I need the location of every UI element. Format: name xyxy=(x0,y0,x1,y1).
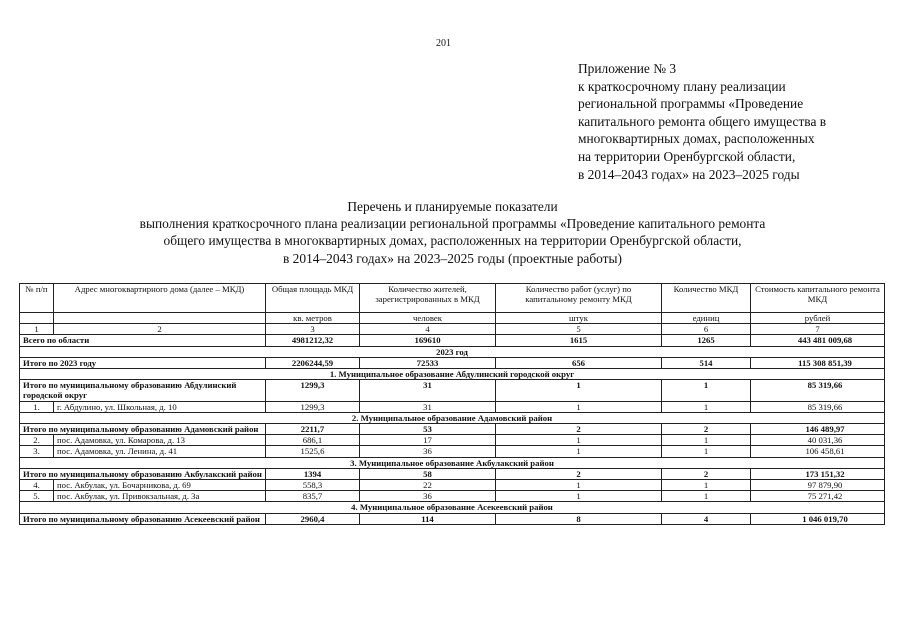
subtotal-works: 1 xyxy=(496,380,662,401)
col-number: 3 xyxy=(266,324,360,335)
row-mkd: 1 xyxy=(662,435,751,446)
subtotal-cost: 85 319,66 xyxy=(751,380,885,401)
header-works: Количество работ (услуг) по капитальному ремонту МКД xyxy=(496,284,662,313)
subtotal-mkd: 2 xyxy=(662,424,751,435)
column-number-row xyxy=(20,324,885,335)
total-year-residents: 72533 xyxy=(360,357,496,368)
col-number: 6 xyxy=(662,324,751,335)
subtotal-mkd: 1 xyxy=(662,380,751,401)
units-row xyxy=(20,313,885,324)
row-cost: 97 879,90 xyxy=(751,480,885,491)
units-empty xyxy=(54,313,266,324)
header-num: № п/п xyxy=(20,284,54,313)
section-heading-row xyxy=(20,457,885,468)
header-area: Общая площадь МКД xyxy=(266,284,360,313)
table-row xyxy=(20,401,885,412)
appendix-line: региональной программы «Проведение xyxy=(578,96,804,112)
appendix-line: на территории Оренбургской области, xyxy=(578,148,796,164)
subtotal-residents: 31 xyxy=(360,380,496,401)
unit-cost: рублей xyxy=(751,313,885,324)
section-heading: 1. Муниципальное образование Абдулинский городской округ xyxy=(20,369,885,380)
title-line: выполнения краткосрочного плана реализации региональной программы «Проведение капитального ремонта xyxy=(139,216,766,232)
total-region-residents: 169610 xyxy=(360,335,496,346)
row-address: г. Абдулино, ул. Школьная, д. 10 xyxy=(54,401,266,412)
total-year-mkd: 514 xyxy=(662,357,751,368)
year-label: 2023 год xyxy=(20,346,885,357)
table-row xyxy=(20,480,885,491)
total-region-row xyxy=(20,335,885,346)
unit-residents: человек xyxy=(360,313,496,324)
header-address: Адрес многоквартирного дома (далее – МКД) xyxy=(54,284,266,313)
subtotal-row xyxy=(20,468,885,479)
appendix-line: Приложение № 3 xyxy=(578,61,677,76)
appendix-block xyxy=(578,60,826,183)
works-table xyxy=(19,283,885,525)
row-number: 2. xyxy=(20,435,54,446)
subtotal-area: 2211,7 xyxy=(266,424,360,435)
subtotal-label: Итого по муниципальному образованию Абдулинский городской округ xyxy=(20,380,266,401)
row-number: 3. xyxy=(20,446,54,457)
subtotal-area: 1394 xyxy=(266,468,360,479)
row-works: 1 xyxy=(496,401,662,412)
row-cost: 85 319,66 xyxy=(751,401,885,412)
section-heading-row xyxy=(20,369,885,380)
subtotal-label: Итого по муниципальному образованию Акбулакский район xyxy=(20,468,266,479)
row-area: 686,1 xyxy=(266,435,360,446)
row-mkd: 1 xyxy=(662,446,751,457)
unit-works: штук xyxy=(496,313,662,324)
subtotal-row xyxy=(20,513,885,524)
section-heading: 3. Муниципальное образование Акбулакский район xyxy=(20,457,885,468)
row-mkd: 1 xyxy=(662,491,751,502)
row-residents: 36 xyxy=(360,491,496,502)
total-region-works: 1615 xyxy=(496,335,662,346)
subtotal-area: 2960,4 xyxy=(266,513,360,524)
subtotal-works: 2 xyxy=(496,424,662,435)
col-number: 5 xyxy=(496,324,662,335)
row-number: 5. xyxy=(20,491,54,502)
col-number: 1 xyxy=(20,324,54,335)
subtotal-cost: 173 151,32 xyxy=(751,468,885,479)
header-mkd: Количество МКД xyxy=(662,284,751,313)
subtotal-label: Итого по муниципальному образованию Асекеевский район xyxy=(20,513,266,524)
header-residents: Количество жителей, зарегистрированных в МКД xyxy=(360,284,496,313)
row-residents: 36 xyxy=(360,446,496,457)
row-residents: 31 xyxy=(360,401,496,412)
row-address: пос. Акбулак, ул. Бочарникова, д. 69 xyxy=(54,480,266,491)
row-works: 1 xyxy=(496,491,662,502)
total-region-mkd: 1265 xyxy=(662,335,751,346)
subtotal-works: 2 xyxy=(496,468,662,479)
document-title xyxy=(20,198,885,267)
row-number: 1. xyxy=(20,401,54,412)
row-cost: 106 458,61 xyxy=(751,446,885,457)
subtotal-residents: 58 xyxy=(360,468,496,479)
total-year-works: 656 xyxy=(496,357,662,368)
table-row xyxy=(20,435,885,446)
row-address: пос. Акбулак, ул. Привокзальная, д. 3а xyxy=(54,491,266,502)
title-line: общего имущества в многоквартирных домах, расположенных на территории Оренбургской области, xyxy=(163,233,742,249)
row-area: 558,3 xyxy=(266,480,360,491)
subtotal-mkd: 4 xyxy=(662,513,751,524)
header-row xyxy=(20,284,885,313)
total-region-area: 4981212,32 xyxy=(266,335,360,346)
row-address: пос. Адамовка, ул. Ленина, д. 41 xyxy=(54,446,266,457)
page-number: 201 xyxy=(436,38,451,49)
subtotal-row xyxy=(20,424,885,435)
col-number: 4 xyxy=(360,324,496,335)
subtotal-cost: 146 489,97 xyxy=(751,424,885,435)
row-mkd: 1 xyxy=(662,480,751,491)
title-line: в 2014–2043 годах» на 2023–2025 годы (проектные работы) xyxy=(283,250,622,266)
appendix-line: к краткосрочному плану реализации xyxy=(578,78,786,94)
units-empty xyxy=(20,313,54,324)
row-address: пос. Адамовка, ул. Комарова, д. 13 xyxy=(54,435,266,446)
row-area: 1299,3 xyxy=(266,401,360,412)
title-line: Перечень и планируемые показатели xyxy=(347,199,558,214)
row-area: 835,7 xyxy=(266,491,360,502)
year-row xyxy=(20,346,885,357)
appendix-line: в 2014–2043 годах» на 2023–2025 годы xyxy=(578,166,800,182)
subtotal-residents: 114 xyxy=(360,513,496,524)
row-residents: 22 xyxy=(360,480,496,491)
col-number: 7 xyxy=(751,324,885,335)
subtotal-works: 8 xyxy=(496,513,662,524)
section-heading-row xyxy=(20,412,885,423)
row-works: 1 xyxy=(496,480,662,491)
row-works: 1 xyxy=(496,446,662,457)
section-heading-row xyxy=(20,502,885,513)
subtotal-area: 1299,3 xyxy=(266,380,360,401)
row-residents: 17 xyxy=(360,435,496,446)
row-cost: 40 031,36 xyxy=(751,435,885,446)
section-heading: 2. Муниципальное образование Адамовский район xyxy=(20,412,885,423)
row-works: 1 xyxy=(496,435,662,446)
col-number: 2 xyxy=(54,324,266,335)
unit-area: кв. метров xyxy=(266,313,360,324)
row-number: 4. xyxy=(20,480,54,491)
subtotal-residents: 53 xyxy=(360,424,496,435)
table-row xyxy=(20,491,885,502)
subtotal-cost: 1 046 019,70 xyxy=(751,513,885,524)
total-year-area: 2206244,59 xyxy=(266,357,360,368)
section-heading: 4. Муниципальное образование Асекеевский район xyxy=(20,502,885,513)
row-area: 1525,6 xyxy=(266,446,360,457)
row-cost: 75 271,42 xyxy=(751,491,885,502)
subtotal-mkd: 2 xyxy=(662,468,751,479)
subtotal-row xyxy=(20,380,885,401)
total-region-label: Всего по области xyxy=(20,335,266,346)
appendix-line: капитального ремонта общего имущества в xyxy=(578,113,827,129)
table-row xyxy=(20,446,885,457)
header-cost: Стоимость капитального ремонта МКД xyxy=(751,284,885,313)
row-mkd: 1 xyxy=(662,401,751,412)
total-year-label: Итого по 2023 году xyxy=(20,357,266,368)
total-year-row xyxy=(20,357,885,368)
subtotal-label: Итого по муниципальному образованию Адамовский район xyxy=(20,424,266,435)
appendix-line: многоквартирных домах, расположенных xyxy=(578,131,815,147)
total-year-cost: 115 308 851,39 xyxy=(751,357,885,368)
unit-mkd: единиц xyxy=(662,313,751,324)
total-region-cost: 443 481 009,68 xyxy=(751,335,885,346)
